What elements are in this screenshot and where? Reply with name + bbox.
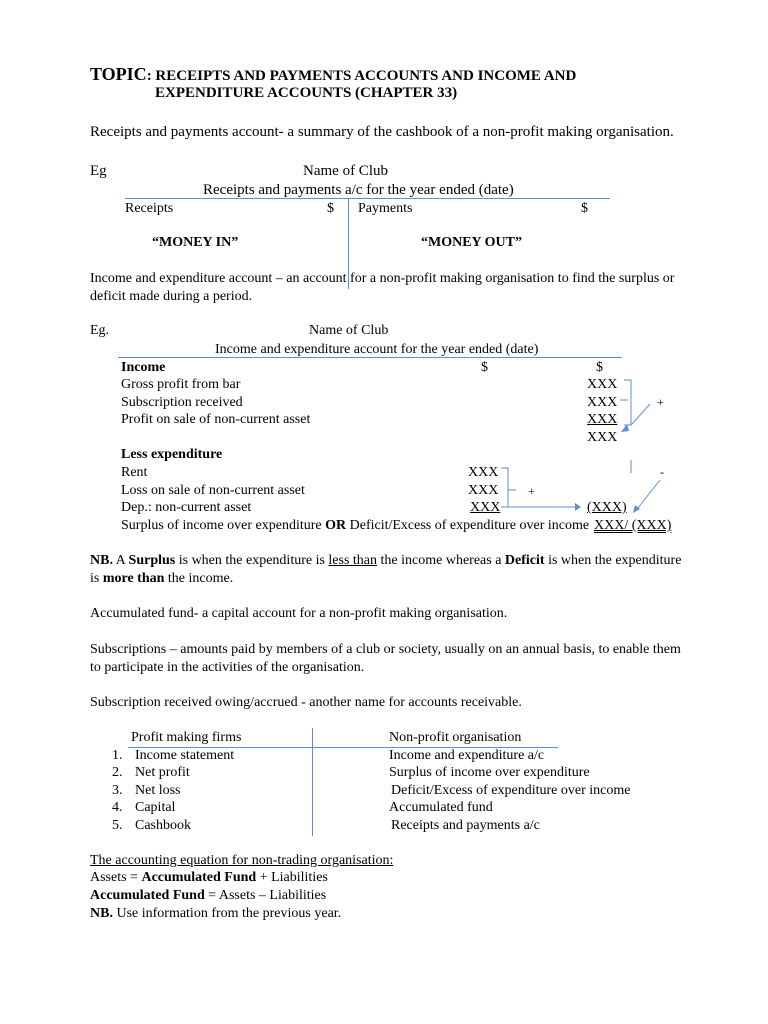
- comparison-left-header: Profit making firms: [131, 730, 242, 745]
- comparison-left-cell: Net profit: [135, 765, 190, 780]
- rp-dollar-right: $: [581, 201, 588, 216]
- eq1-b: Accumulated Fund: [141, 870, 257, 885]
- title-line1: : RECEIPTS AND PAYMENTS ACCOUNTS AND INCOME AND: [146, 68, 577, 84]
- eq-nb-text: Use information from the previous year.: [112, 906, 342, 921]
- comparison-right-cell: Deficit/Excess of expenditure over income: [391, 783, 631, 798]
- surplus-or: OR: [325, 518, 347, 533]
- ie-plus-exp: +: [528, 484, 535, 498]
- ie-row-subscription: Subscription received: [121, 395, 243, 410]
- comparison-num: 1.: [112, 748, 123, 763]
- nb-surplus-word: Surplus: [128, 553, 176, 568]
- arrowhead-exp: [575, 503, 581, 511]
- topic-label: TOPIC: [90, 64, 147, 84]
- ie-less-expenditure: Less expenditure: [121, 447, 223, 462]
- ie-exp-xxx-2: XXX: [468, 483, 499, 498]
- minus-arrow-line: [638, 480, 660, 508]
- equation-nb: [90, 906, 341, 922]
- rp-club-name: Name of Club: [303, 163, 388, 179]
- eq2-b: = Assets – Liabilities: [204, 888, 327, 903]
- nb-text-b: is when the expenditure is: [175, 553, 329, 568]
- comparison-right-cell: Income and expenditure a/c: [389, 748, 545, 763]
- surplus-text-a: Surplus of income over expenditure: [121, 518, 326, 533]
- comparison-num: 4.: [112, 800, 123, 815]
- ie-xxx-total: XXX: [587, 430, 618, 445]
- nb-text-e: is: [90, 571, 103, 586]
- comparison-num: 5.: [112, 818, 123, 833]
- ie-definition-line1: Income and expenditure account – an account for a non-profit making organisation to find the surplus or: [90, 271, 675, 286]
- ie-row-loss-sale: Loss on sale of non-current asset: [121, 483, 305, 498]
- nb-text-f: the income.: [164, 571, 234, 586]
- rp-eg: Eg: [90, 163, 107, 179]
- nb-text-c: the income whereas a: [377, 553, 505, 568]
- rp-payments-label: Payments: [358, 201, 413, 216]
- comparison-right-cell: Surplus of income over expenditure: [389, 765, 590, 780]
- comparison-right-header: Non-profit organisation: [389, 730, 522, 745]
- receipts-definition: Receipts and payments account- a summary of the cashbook of a non-profit making organisation.: [90, 124, 674, 140]
- exp-bracket: [501, 468, 508, 507]
- ie-exp-xxx-3: XXX: [470, 500, 501, 515]
- rp-dollar-left: $: [327, 201, 334, 216]
- income-bracket: [624, 380, 631, 425]
- comparison-right-cell: Accumulated fund: [389, 800, 493, 815]
- comparison-left-cell: Income statement: [135, 748, 235, 763]
- ie-eg: Eg.: [90, 323, 110, 338]
- ie-dollar-1: $: [481, 360, 488, 375]
- title-line2: EXPENDITURE ACCOUNTS (CHAPTER 33): [155, 85, 458, 101]
- surplus-text-b: Deficit/Excess of expenditure over income: [346, 518, 590, 533]
- ie-surplus-value: XXX/ (XXX): [594, 518, 672, 533]
- nb-surplus-line1: [90, 553, 681, 569]
- subscription-owing-definition: Subscription received owing/accrued - another name for accounts receivable.: [90, 695, 522, 710]
- eq1-a: Assets =: [90, 870, 142, 885]
- ie-club-name: Name of Club: [309, 323, 389, 338]
- ie-dollar-2: $: [596, 360, 603, 375]
- ie-plus-income: +: [657, 395, 664, 409]
- ie-row-profit-sale: Profit on sale of non-current asset: [121, 412, 311, 427]
- eq-nb-label: NB.: [90, 906, 113, 921]
- comparison-right-cell: Receipts and payments a/c: [391, 818, 540, 833]
- comparison-divider: [312, 728, 313, 836]
- ie-minus: -: [660, 465, 664, 479]
- accumulated-fund-definition: Accumulated fund- a capital account for a non-profit making organisation.: [90, 606, 508, 621]
- equation-line2: [90, 888, 326, 904]
- ie-xxx-2: XXX: [587, 395, 618, 410]
- comparison-num: 3.: [112, 783, 123, 798]
- ie-xxx-3: XXX: [587, 412, 618, 427]
- comparison-left-cell: Cashbook: [135, 818, 191, 833]
- nb-surplus-line2: [90, 571, 233, 587]
- equation-line1: [90, 870, 328, 886]
- comparison-left-cell: Net loss: [135, 783, 181, 798]
- ie-bracket-xxx: (XXX): [587, 500, 627, 515]
- ie-row-dep: Dep.: non-current asset: [121, 500, 252, 515]
- eq1-c: + Liabilities: [256, 870, 328, 885]
- ie-definition-line2: deficit made during a period.: [90, 289, 253, 304]
- ie-xxx-1: XXX: [587, 377, 618, 392]
- nb-less-than: less than: [328, 553, 378, 568]
- comparison-left-cell: Capital: [135, 800, 176, 815]
- ie-income-label: Income: [121, 360, 166, 375]
- equation-heading: The accounting equation for non-trading organisation:: [90, 853, 394, 868]
- nb-text-a: A: [112, 553, 129, 568]
- nb-text-d: is when the expenditure: [544, 553, 682, 568]
- ie-row-rent: Rent: [121, 465, 148, 480]
- ie-row-gross-profit: Gross profit from bar: [121, 377, 241, 392]
- rp-receipts-label: Receipts: [125, 201, 174, 216]
- nb-deficit-word: Deficit: [504, 553, 545, 568]
- nb-label: NB.: [90, 553, 113, 568]
- money-out: “MONEY OUT”: [421, 235, 522, 250]
- rp-heading: Receipts and payments a/c for the year ended (date): [203, 182, 514, 198]
- comparison-num: 2.: [112, 765, 123, 780]
- eq2-a: Accumulated Fund: [90, 888, 205, 903]
- ie-exp-xxx-1: XXX: [468, 465, 499, 480]
- nb-more-than: more than: [102, 571, 165, 586]
- subscriptions-definition-line2: to participate in the activities of the organisation.: [90, 660, 365, 675]
- ie-heading: Income and expenditure account for the year ended (date): [215, 342, 539, 357]
- subscriptions-definition-line1: Subscriptions – amounts paid by members of a club or society, usually on an annual basis, to enable them: [90, 642, 681, 657]
- money-in: “MONEY IN”: [152, 235, 239, 250]
- income-arrow-line: [631, 404, 650, 425]
